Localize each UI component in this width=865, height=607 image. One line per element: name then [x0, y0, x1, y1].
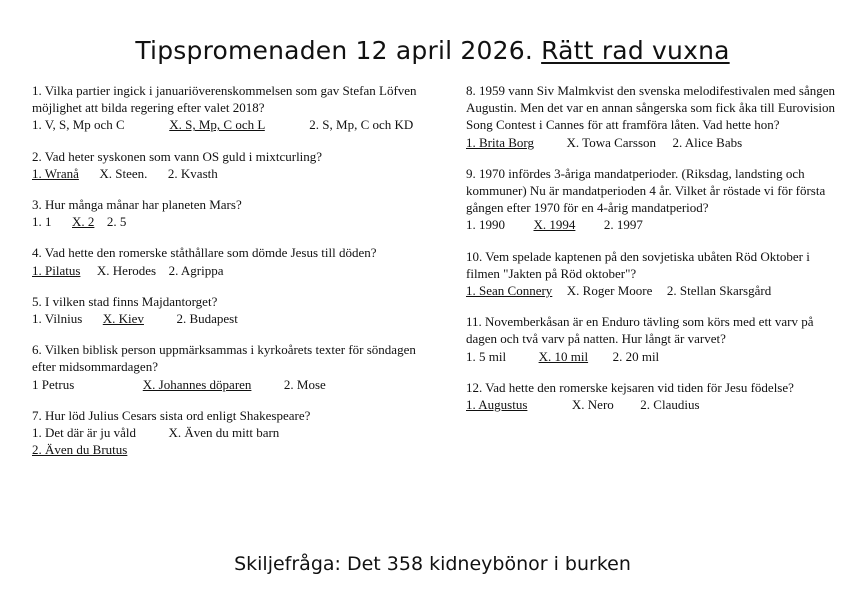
answer-2: 2. 5: [106, 214, 127, 230]
question-text: 3. Hur många månar har planeten Mars?: [32, 197, 242, 213]
answer-1: 1. Sean Connery: [466, 283, 553, 299]
question-text: 2. Vad heter syskonen som vann OS guld i mixtcurling?: [32, 148, 323, 164]
answer-1: 1. 1990: [466, 217, 505, 233]
question-8: [466, 82, 842, 151]
question-4: [32, 244, 442, 278]
answers: [466, 282, 842, 299]
answer-x: X. Steen.: [99, 165, 148, 181]
answers: [466, 396, 842, 413]
question-3: [32, 196, 442, 230]
answer-2: 2. Även du Brutus: [32, 442, 128, 458]
question-1: [32, 82, 442, 134]
question-text: 8. 1959 vann Siv Malmkvist den svenska melodifestivalen med sången Augustin. Men det var en annan sångerska som fick åka till Eurovision Song Contest i Cannes för att framföra låten. Vad hette hon?: [466, 83, 835, 133]
answers: [466, 134, 842, 151]
answer-x: X. S, Mp, C och L: [169, 117, 265, 133]
answers: [32, 213, 442, 230]
question-5: [32, 293, 442, 327]
question-text: 12. Vad hette den romerske kejsaren vid tiden för Jesu födelse?: [466, 379, 794, 395]
questions-right-column: [466, 82, 842, 427]
answers: [466, 216, 842, 233]
answer-1: 1. Wranå: [32, 165, 79, 181]
answer-x: X. 1994: [533, 217, 576, 233]
answer-x: X. Även du mitt barn: [168, 425, 280, 441]
question-text: 11. Novemberkåsan är en Enduro tävling som körs med ett varv på dagen och två varv på natten. Hur långt är varvet?: [466, 314, 814, 347]
answer-1: 1. Augustus: [466, 397, 528, 413]
tiebreaker: Skiljefråga: Det 358 kidneybönor i burken: [234, 553, 631, 575]
answer-x: X. Herodes: [96, 262, 157, 278]
answer-1: 1. 1: [32, 214, 52, 230]
question-text: 9. 1970 infördes 3-åriga mandatperioder. (Riksdag, landsting och kommuner) Nu är mandatperioden 4 år. Vilket år röstade vi för första gången efter 1970 för en 4-årig mandatperiod?: [466, 165, 826, 216]
question-12: [466, 379, 842, 413]
answer-2: 2. Stellan Skarsgård: [666, 283, 772, 299]
answer-2: 2. Agrippa: [168, 262, 224, 278]
page-title: [0, 36, 865, 65]
answer-2: 2. Mose: [283, 376, 326, 392]
answer-x: X. Towa Carsson: [566, 134, 656, 150]
answer-2: 2. Budapest: [176, 311, 238, 327]
answer-x: X. 10 mil: [538, 348, 589, 364]
answers: [466, 348, 842, 365]
question-text: 7. Hur löd Julius Cesars sista ord enligt Shakespeare?: [32, 407, 311, 423]
answer-1: 1 Petrus: [32, 376, 75, 392]
answer-1: 1. Det där är ju våld: [32, 425, 136, 441]
question-2: [32, 148, 442, 182]
answer-1: 1. Vilnius: [32, 311, 83, 327]
questions-left-column: [32, 82, 442, 472]
answer-2: 2. 20 mil: [612, 348, 660, 364]
answer-x: X. 2: [72, 214, 95, 230]
answer-2: 2. Kvasth: [167, 165, 218, 181]
question-9: [466, 165, 842, 234]
question-7: [32, 407, 442, 459]
answer-x: X. Roger Moore: [566, 283, 653, 299]
answers: [32, 310, 442, 327]
answers: [32, 165, 442, 182]
answer-x: X. Johannes döparen: [142, 376, 252, 392]
answer-2: 2. 1997: [603, 217, 643, 233]
title-main: Tipspromenaden 12 april 2026.: [135, 36, 533, 65]
answers-line-2: [32, 441, 442, 458]
answer-1: 1. Pilatus: [32, 262, 81, 278]
question-text: 5. I vilken stad finns Majdantorget?: [32, 293, 218, 309]
question-text: 6. Vilken biblisk person uppmärksammas i kyrkoårets texter för söndagen efter midsommardagen?: [32, 342, 416, 375]
question-text: 10. Vem spelade kaptenen på den sovjetiska ubåten Röd Oktober i filmen "Jakten på Röd oktober"?: [466, 248, 810, 281]
answers: [32, 376, 442, 393]
answer-2: 2. S, Mp, C och KD: [309, 117, 414, 133]
answers: [32, 424, 442, 441]
answer-2: 2. Claudius: [640, 397, 700, 413]
answer-2: 2. Alice Babs: [672, 134, 743, 150]
question-6: [32, 341, 442, 393]
answer-1: 1. V, S, Mp och C: [32, 117, 125, 133]
answer-x: X. Kiev: [102, 311, 144, 327]
question-11: [466, 313, 842, 365]
answer-1: 1. 5 mil: [466, 348, 507, 364]
answer-x: X. Nero: [571, 397, 614, 413]
question-text: 1. Vilka partier ingick i januariöverenskommelsen som gav Stefan Löfven möjlighet att bilda regering efter valet 2018?: [32, 83, 417, 116]
answers: [32, 262, 442, 279]
question-text: 4. Vad hette den romerske ståthållare som dömde Jesus till döden?: [32, 245, 377, 261]
answers: [32, 116, 442, 133]
question-10: [466, 248, 842, 300]
answer-1: 1. Brita Borg: [466, 134, 535, 150]
title-sub: Rätt rad vuxna: [541, 36, 730, 65]
